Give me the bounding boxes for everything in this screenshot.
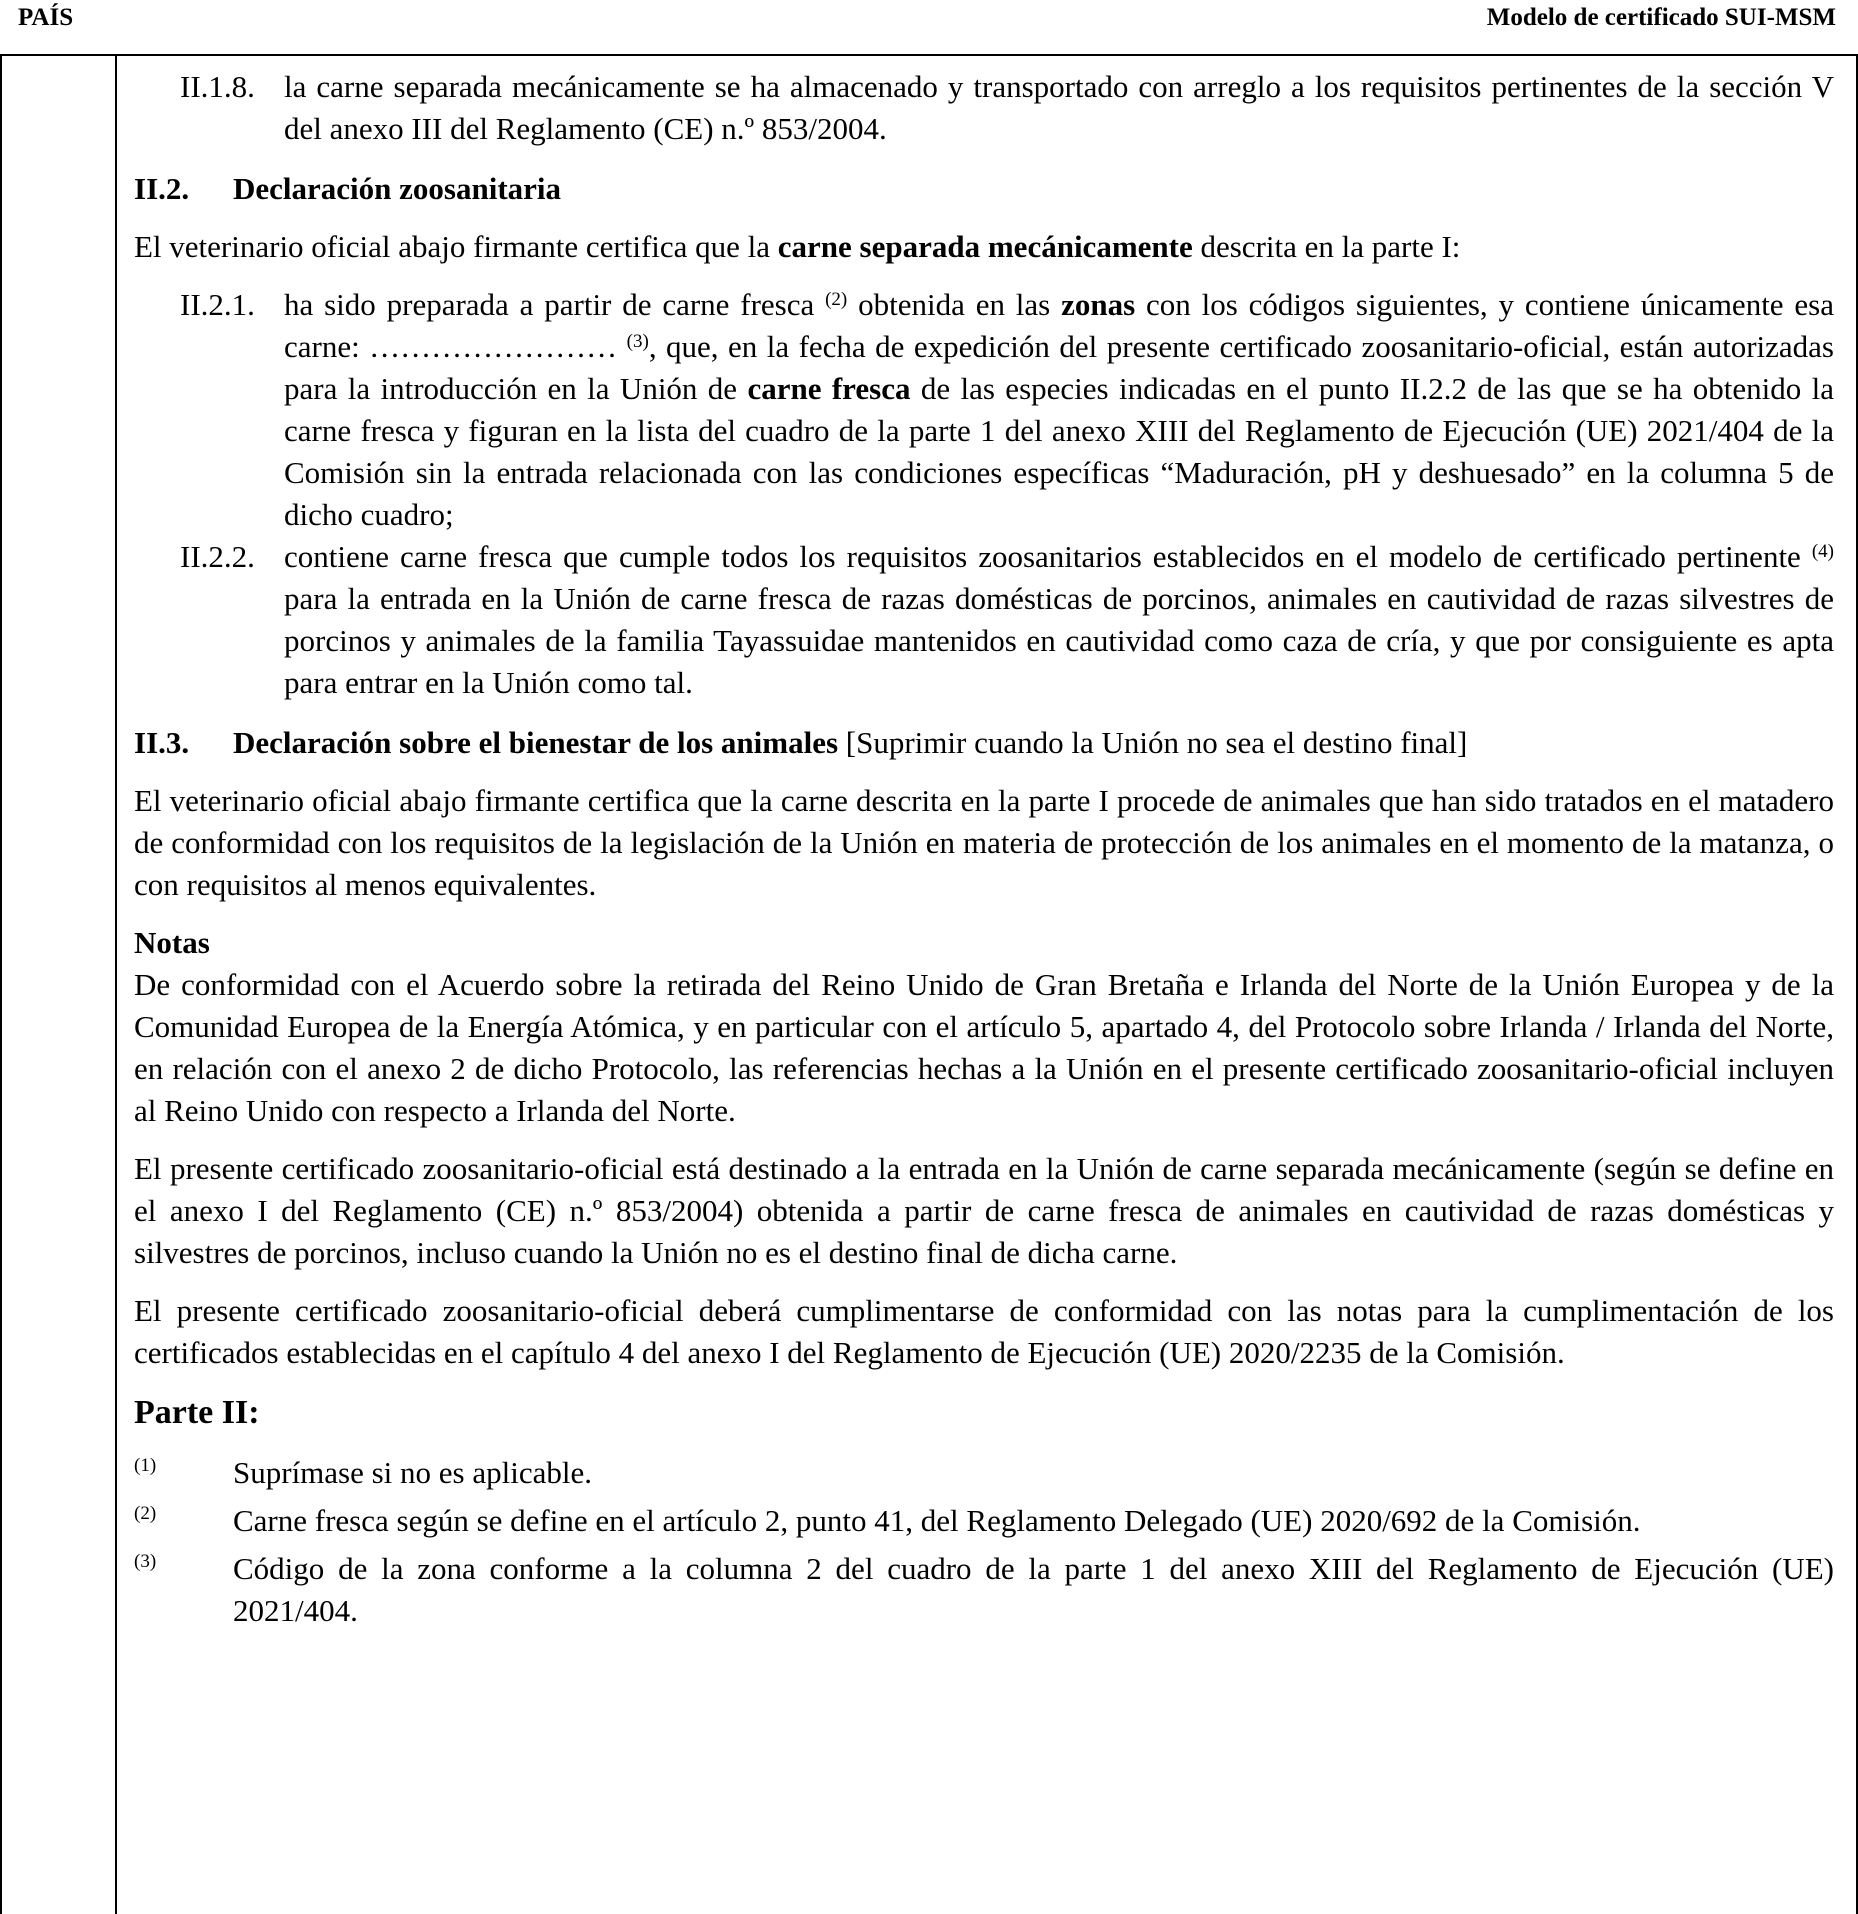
section-II-2-intro: El veterinario oficial abajo firmante certifica que la carne separada mecánicamente descrita en la parte I: [134, 229, 1461, 264]
item-number: II.2.1. [180, 287, 255, 322]
bold-term: carne separada mecánicamente [777, 229, 1193, 264]
footnote-ref: (2) [825, 289, 848, 310]
item-II-1-8 [134, 66, 1834, 150]
notes-heading: Notas [134, 925, 210, 960]
header-country: PAÍS [18, 4, 74, 31]
section-II-3-text: El veterinario oficial abajo firmante certifica que la carne descrita en la parte I procede de animales que han sido tratados en el matadero de conformidad con los requisitos de la legislación de la Unión en materia de protección de los animales en el momento de la matanza, o con requisitos al menos equivalentes. [134, 783, 1834, 902]
section-note: [Suprimir cuando la Unión no sea el destino final] [838, 725, 1468, 760]
parte-II-heading: Parte II: [134, 1394, 260, 1431]
section-number: II.3. [134, 725, 190, 760]
table-column-divider [115, 54, 117, 1914]
item-text: contiene carne fresca que cumple todos los requisitos zoosanitarios establecidos en el modelo de certificado pertinente $^{(4)}$ para la entrada en la Unión de carne fresca de razas domésticas de porcinos, animales en cautividad de razas silvestres de porcinos y animales de la familia Tayassuidae mantenidos en cautividad como caza de cría, y que por consiguiente es apta para entrar en la Unión como tal. [284, 539, 1834, 700]
footnote-text: Suprímase si no es aplicable. [233, 1455, 592, 1490]
footnote-mark: (2) [134, 1503, 157, 1524]
section-II-2-heading [134, 168, 1834, 210]
footnote-3 [134, 1548, 1834, 1632]
footnote-mark: (1) [134, 1455, 157, 1476]
footnote-text: Código de la zona conforme a la columna 2 del cuadro de la parte 1 del anexo XIII del Reglamento de Ejecución (UE) 2021/404. [233, 1551, 1834, 1628]
footnote-ref: (3) [626, 331, 649, 352]
bold-term: carne fresca [747, 371, 911, 406]
item-text: la carne separada mecánicamente se ha almacenado y transportado con arreglo a los requisitos pertinentes de la sección V del anexo III del Reglamento (CE) n.º 853/2004. [284, 69, 1834, 146]
item-II-2-1 [134, 284, 1834, 536]
footnote-ref: (4) [1811, 541, 1834, 562]
table-left-border [0, 54, 2, 1914]
item-number: II.1.8. [180, 69, 255, 104]
footnote-mark: (3) [134, 1551, 157, 1572]
bold-term: zonas [1061, 287, 1136, 322]
section-II-3-heading [134, 722, 1834, 764]
item-II-2-2 [134, 536, 1834, 704]
footnote-text: Carne fresca según se define en el artículo 2, punto 41, del Reglamento Delegado (UE) 2020/692 de la Comisión. [233, 1503, 1641, 1538]
item-text: ha sido preparada a partir de carne fresca $^{(2)}$ obtenida en las zonas con los códigos siguientes, y contiene únicamente esa carne: …………………… $^{(3)}$, que, en la fecha de expedición del presente certificado zoosanitario-oficial, están autorizadas para la introducción en la Unión de carne fresca de las especies indicadas en el punto II.2.2 de las que se ha obtenido la carne fresca y figuran en la lista del cuadro de la parte 1 del anexo XIII del Reglamento de Ejecución (UE) 2021/404 de la Comisión sin la entrada relacionada con las condiciones específicas “Maduración, pH y deshuesado” en la columna 5 de dicho cuadro; [284, 287, 1835, 532]
item-number: II.2.2. [180, 539, 255, 574]
footnote-2 [134, 1500, 1834, 1542]
section-title: Declaración zoosanitaria [233, 171, 562, 206]
footnote-1 [134, 1452, 1834, 1494]
table-top-border [0, 54, 1858, 56]
header-certificate-model: Modelo de certificado SUI-MSM [1486, 4, 1836, 31]
section-title: Declaración sobre el bienestar de los animales [233, 725, 839, 760]
notes-paragraph-1: De conformidad con el Acuerdo sobre la retirada del Reino Unido de Gran Bretaña e Irlanda del Norte de la Unión Europea y de la Comunidad Europea de la Energía Atómica, y en particular con el artículo 5, apartado 4, del Protocolo sobre Irlanda / Irlanda del Norte, en relación con el anexo 2 de dicho Protocolo, las referencias hechas a la Unión en el presente certificado zoosanitario-oficial incluyen al Reino Unido con respecto a Irlanda del Norte. [134, 967, 1834, 1128]
certificate-body [134, 66, 1834, 1632]
notes-paragraph-2: El presente certificado zoosanitario-oficial está destinado a la entrada en la Unión de carne separada mecánicamente (según se define en el anexo I del Reglamento (CE) n.º 853/2004) obtenida a partir de carne fresca de animales en cautividad de razas domésticas y silvestres de porcinos, incluso cuando la Unión no es el destino final de dicha carne. [134, 1151, 1834, 1270]
section-number: II.2. [134, 171, 190, 206]
notes-paragraph-3: El presente certificado zoosanitario-oficial deberá cumplimentarse de conformidad con las notas para la cumplimentación de los certificados establecidas en el capítulo 4 del anexo I del Reglamento de Ejecución (UE) 2020/2235 de la Comisión. [134, 1293, 1834, 1370]
